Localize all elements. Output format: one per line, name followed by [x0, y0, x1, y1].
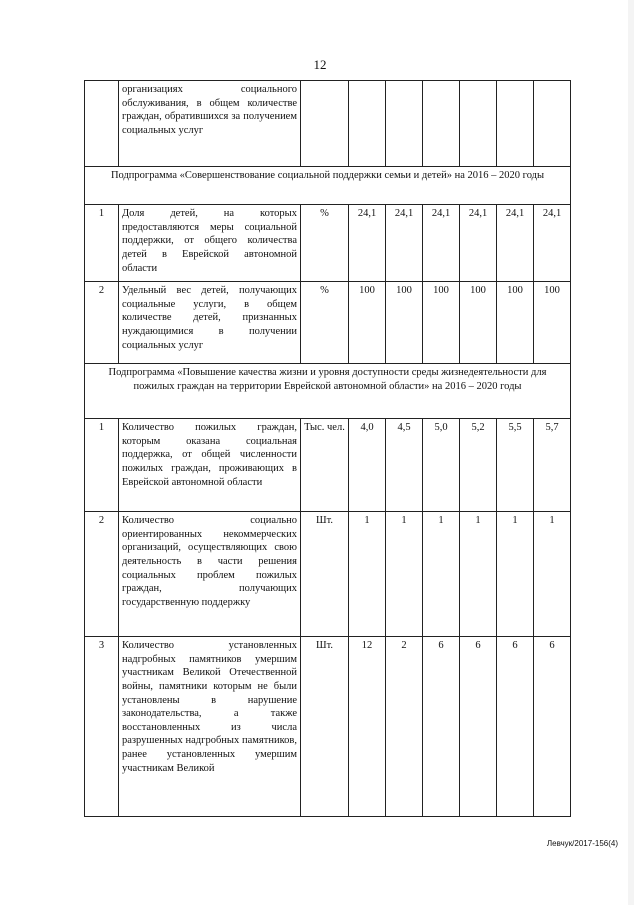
scan-edge: [628, 0, 634, 905]
value-cell: 100: [423, 282, 460, 364]
value-cell: 1: [386, 512, 423, 637]
section-row: [85, 167, 571, 205]
value-cell: [349, 81, 386, 167]
table-row: [85, 205, 571, 282]
value-cell: 1: [534, 512, 571, 637]
table-row: [85, 419, 571, 512]
value-cell: 24,1: [349, 205, 386, 282]
unit: [301, 81, 349, 167]
row-number: [85, 81, 119, 167]
value-cell: 1: [497, 512, 534, 637]
value-cell: 5,7: [534, 419, 571, 512]
indicator-name: Количество установленных надгробных памятников умершим участникам Великой Отечественной войны, памятники которым не были установлены в нарушение законодательства, а также восстановленных из числа разрушенных надгробных памятников, ранее установленных умершим участникам Великой: [119, 637, 301, 817]
unit: %: [301, 205, 349, 282]
value-cell: 6: [534, 637, 571, 817]
page-number: 12: [313, 57, 327, 72]
value-cell: [497, 81, 534, 167]
value-cell: 6: [497, 637, 534, 817]
value-cell: 6: [423, 637, 460, 817]
unit: Шт.: [301, 637, 349, 817]
value-cell: 4,0: [349, 419, 386, 512]
row-number: 1: [85, 419, 119, 512]
value-cell: [423, 81, 460, 167]
subprogram-heading: Подпрограмма «Повышение качества жизни и уровня доступности среды жизнедеятельности для пожилых граждан на территории Еврейской автономной области» на 2016 – 2020 годы: [85, 364, 571, 419]
value-cell: [460, 81, 497, 167]
value-cell: 5,5: [497, 419, 534, 512]
indicator-name: организациях социального обслуживания, в общем количестве граждан, обратившихся за получением социальных услуг: [119, 81, 301, 167]
section-row: [85, 364, 571, 419]
value-cell: [386, 81, 423, 167]
indicator-name: Доля детей, на которых предоставляются меры социальной поддержки, от общего количества детей в Еврейской автономной области: [119, 205, 301, 282]
value-cell: 100: [349, 282, 386, 364]
value-cell: 100: [460, 282, 497, 364]
value-cell: 24,1: [534, 205, 571, 282]
value-cell: 5,2: [460, 419, 497, 512]
row-number: 2: [85, 512, 119, 637]
value-cell: 4,5: [386, 419, 423, 512]
subprogram-heading: Подпрограмма «Совершенствование социальной поддержки семьи и детей» на 2016 – 2020 годы: [85, 167, 571, 205]
row-number: 1: [85, 205, 119, 282]
unit: %: [301, 282, 349, 364]
value-cell: 1: [460, 512, 497, 637]
value-cell: 1: [349, 512, 386, 637]
value-cell: 100: [386, 282, 423, 364]
value-cell: 24,1: [386, 205, 423, 282]
indicator-name: Удельный вес детей, получающих социальные услуги, в общем количестве детей, признанных нуждающимися в получении социальных услуг: [119, 282, 301, 364]
unit: Шт.: [301, 512, 349, 637]
table-row: [85, 512, 571, 637]
unit: Тыс. чел.: [301, 419, 349, 512]
value-cell: 6: [460, 637, 497, 817]
value-cell: 100: [534, 282, 571, 364]
value-cell: 100: [497, 282, 534, 364]
value-cell: 5,0: [423, 419, 460, 512]
table-row: [85, 81, 571, 167]
value-cell: 2: [386, 637, 423, 817]
value-cell: [534, 81, 571, 167]
value-cell: 12: [349, 637, 386, 817]
table-row: [85, 282, 571, 364]
row-number: 2: [85, 282, 119, 364]
indicator-name: Количество социально ориентированных некоммерческих организаций, осуществляющих свою деятельность в части решения социальных проблем пожилых граждан, получающих государственную поддержку: [119, 512, 301, 637]
value-cell: 24,1: [423, 205, 460, 282]
value-cell: 1: [423, 512, 460, 637]
document-reference: Левчук/2017-156(4): [546, 839, 618, 848]
table-row: [85, 637, 571, 817]
row-number: 3: [85, 637, 119, 817]
indicators-table: [84, 80, 571, 817]
value-cell: 24,1: [497, 205, 534, 282]
value-cell: 24,1: [460, 205, 497, 282]
indicator-name: Количество пожилых граждан, которым оказана социальная поддержка, от общей численности пожилых граждан, проживающих в Еврейской автономной области: [119, 419, 301, 512]
